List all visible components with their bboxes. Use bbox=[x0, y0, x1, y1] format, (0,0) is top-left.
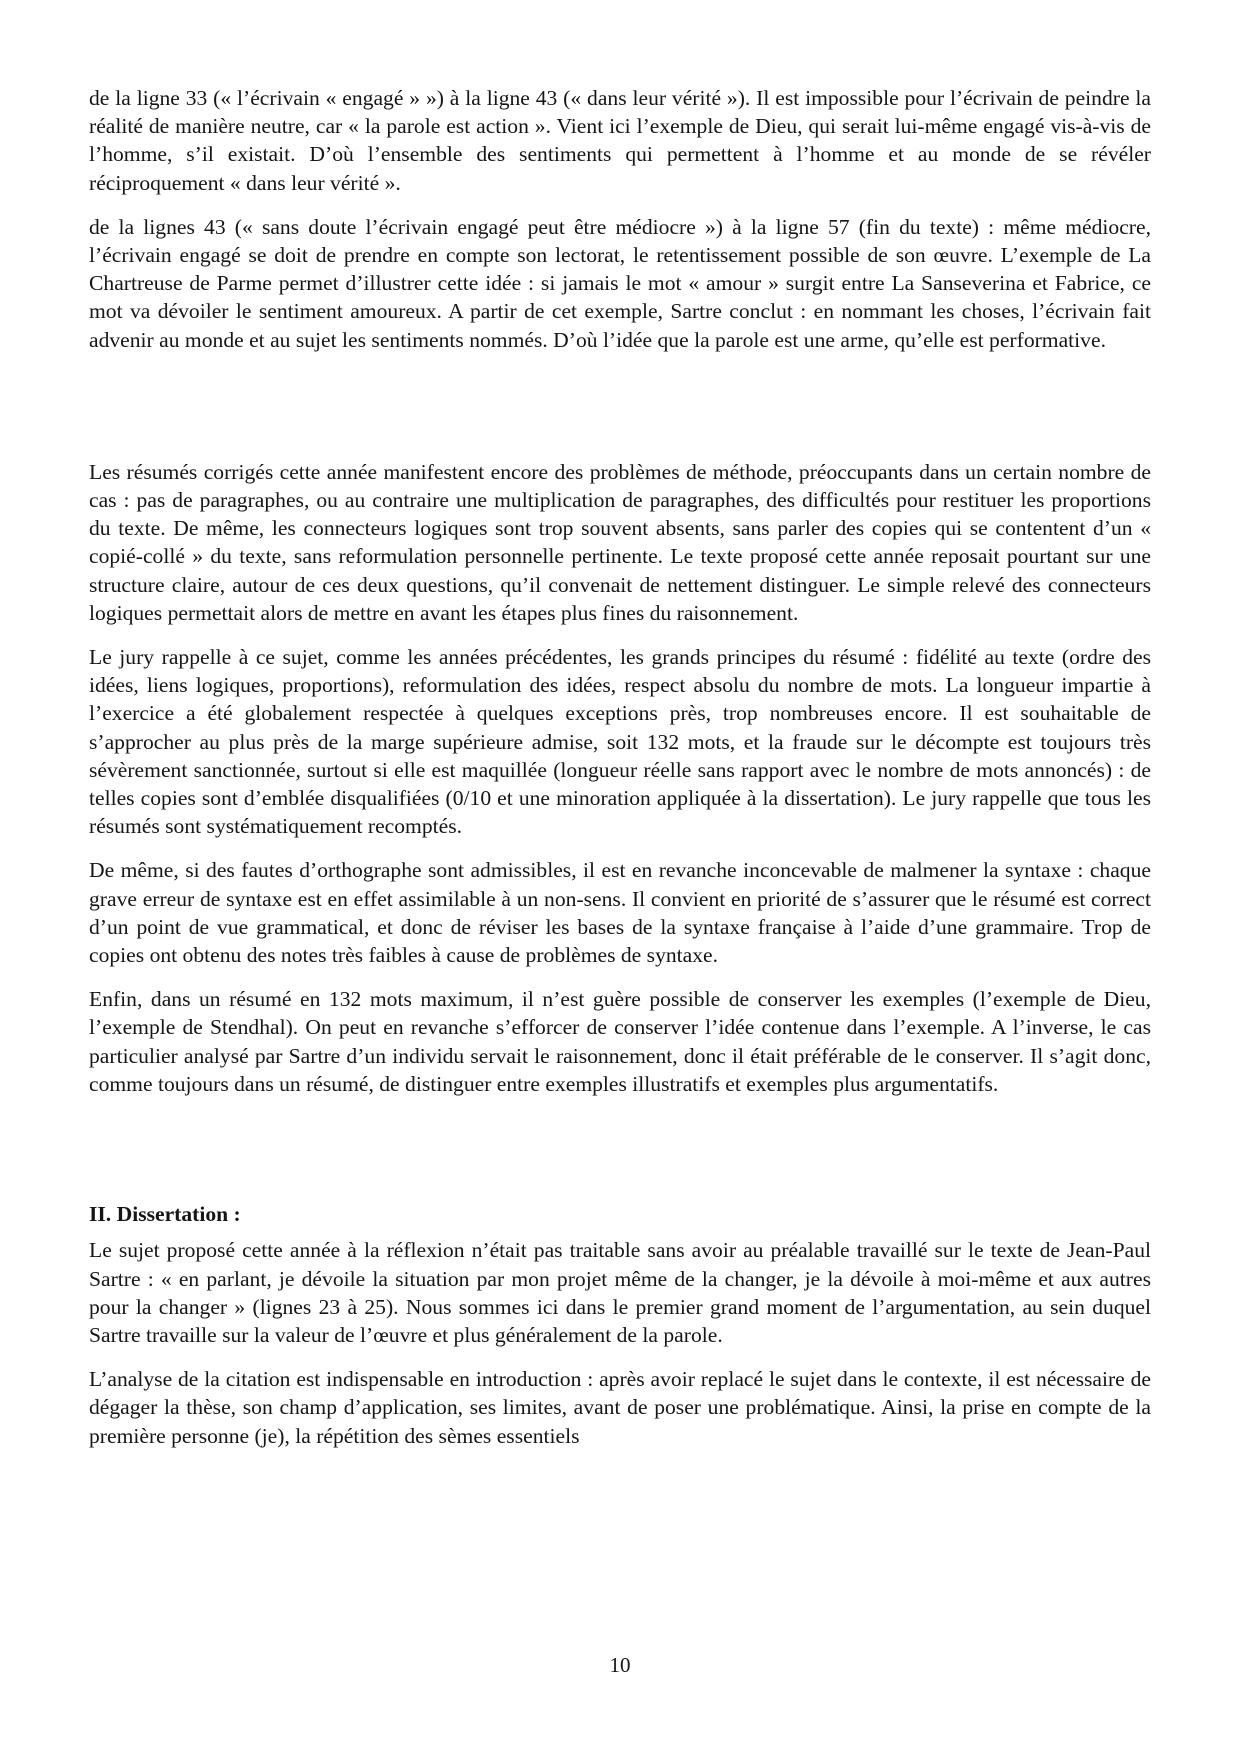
citation-analysis-paragraph: L’analyse de la citation est indispensable en introduction : après avoir replacé le sujet dans le contexte, il est nécessaire de dégager la thèse, son champ d’application, ses limites, avant de poser une problématique. Ainsi, la prise en compte de la première personne (je), la répétition des sèmes essentiels bbox=[89, 1367, 1151, 1448]
resume-feedback-section bbox=[89, 458, 1151, 1098]
dissertation-heading: II. Dissertation : bbox=[89, 1202, 241, 1227]
section-spacer bbox=[89, 1114, 1151, 1200]
document-page bbox=[89, 84, 1151, 1466]
summary-paragraph-lines-43-57: de la lignes 43 (« sans doute l’écrivain engagé peut être médiocre ») à la ligne 57 (fin du texte) : même médiocre, l’écrivain engagé se doit de prendre en compte son lectorat, le retentissement possible de son œuvre. L’exemple de La Chartreuse de Parme permet d’illustrer cette idée : si jamais le mot « amour » surgit entre La Sanseverina et Fabrice, ce mot va dévoiler le sentiment amoureux. A partir de cet exemple, Sartre conclut : en nommant les choses, l’écrivain fait advenir au monde et au sujet les sentiments nommés. D’où l’idée que la parole est une arme, qu’elle est performative. bbox=[89, 214, 1151, 352]
page-number: 10 bbox=[609, 1653, 631, 1677]
summary-notes-section bbox=[89, 84, 1151, 354]
section-spacer bbox=[89, 370, 1151, 458]
summary-paragraph-lines-33-43: de la ligne 33 (« l’écrivain « engagé » ») à la ligne 43 (« dans leur vérité »). Il est impossible pour l’écrivain de peindre la réalité de manière neutre, car « la parole est action ». Vient ici l’exemple de Dieu, qui serait lui-même engagé vis-à-vis de l’homme, s’il existait. D’où l’ensemble des sentiments qui permettent à l’homme et au monde de se révéler réciproquement « dans leur vérité ». bbox=[89, 86, 1151, 195]
syntax-paragraph: De même, si des fautes d’orthographe sont admissibles, il est en revanche inconcevable de malmener la syntaxe : chaque grave erreur de syntaxe est en effet assimilable à un non-sens. Il convient en priorité de s’assurer que le résumé est correct d’un point de vue grammatical, et donc de réviser les bases de la syntaxe française à l’aide d’une grammaire. Trop de copies ont obtenu des notes très faibles à cause de problèmes de syntaxe. bbox=[89, 858, 1151, 968]
dissertation-topic-paragraph: Le sujet proposé cette année à la réflexion n’était pas traitable sans avoir au préalable travaillé sur le texte de Jean-Paul Sartre : « en parlant, je dévoile la situation par mon projet même de la changer, je la dévoile à moi-même et aux autres pour la changer » (lignes 23 à 25). Nous sommes ici dans le premier grand moment de l’argumentation, au sein duquel Sartre travaille sur la valeur de l’œuvre et plus généralement de la parole. bbox=[89, 1238, 1151, 1347]
method-problems-paragraph: Les résumés corrigés cette année manifestent encore des problèmes de méthode, préoccupants dans un certain nombre de cas : pas de paragraphes, ou au contraire une multiplication de paragraphes, des difficultés pour restituer les proportions du texte. De même, les connecteurs logiques sont trop souvent absents, sans parler des copies qui se contentent d’un « copié-collé » du texte, sans reformulation personnelle pertinente. Le texte proposé cette année reposait pourtant sur une structure claire, autour de ces deux questions, qu’il convenait de nettement distinguer. Le simple relevé des connecteurs logiques permettait alors de mettre en avant les étapes plus fines du raisonnement. bbox=[89, 459, 1151, 625]
resume-principles-paragraph: Le jury rappelle à ce sujet, comme les années précédentes, les grands principes du résumé : fidélité au texte (ordre des idées, liens logiques, proportions), reformulation des idées, respect absolu du nombre de mots. La longueur impartie à l’exercice a été globalement respectée à quelques exceptions près, trop nombreuses encore. Il est souhaitable de s’approcher au plus près de la marge supérieure admise, soit 132 mots, et la fraude sur le décompte est toujours très sévèrement sanctionnée, surtout si elle est maquillée (longueur réelle sans rapport avec le nombre de mots annoncés) : de telles copies sont d’emblée disqualifiées (0/10 et une minoration appliquée à la dissertation). Le jury rappelle que tous les résumés sont systématiquement recomptés. bbox=[89, 645, 1151, 839]
dissertation-section bbox=[89, 1200, 1151, 1450]
examples-paragraph: Enfin, dans un résumé en 132 mots maximum, il n’est guère possible de conserver les exemples (l’exemple de Dieu, l’exemple de Stendhal). On peut en revanche s’efforcer de conserver l’idée contenue dans l’exemple. A l’inverse, le cas particulier analysé par Sartre d’un individu servait le raisonnement, donc il était préférable de le conserver. Il s’agit donc, comme toujours dans un résumé, de distinguer entre exemples illustratifs et exemples plus argumentatifs. bbox=[89, 987, 1151, 1096]
